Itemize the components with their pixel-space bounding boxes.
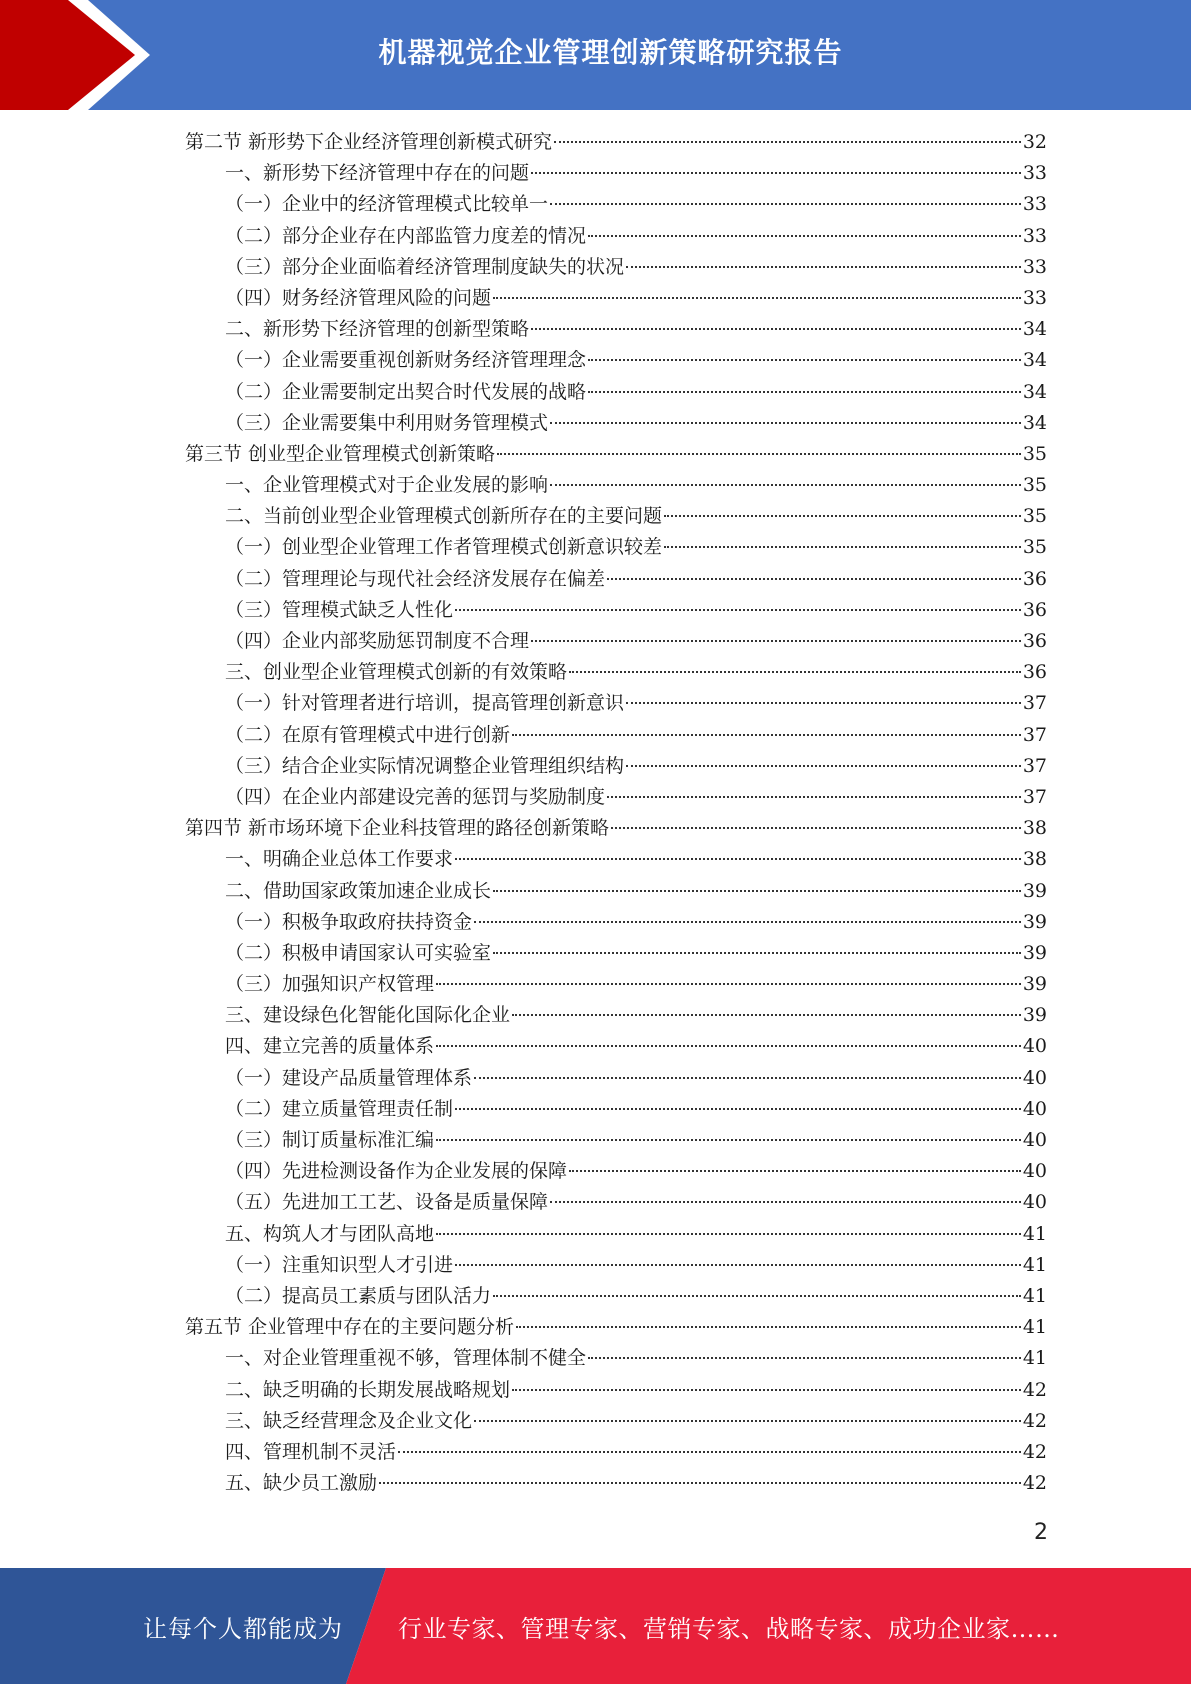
toc-entry-title: （一）注重知识型人才引进 (225, 1253, 454, 1276)
report-title: 机器视觉企业管理创新策略研究报告 (378, 36, 843, 69)
toc-entry-page: 35 (1022, 442, 1047, 465)
toc-entry-page: 41 (1022, 1284, 1047, 1307)
toc-entry-title: （三）结合企业实际情况调整企业管理组织结构 (225, 754, 625, 777)
toc-entry[interactable] (185, 938, 1047, 969)
toc-entry-title: 二、缺乏明确的长期发展战略规划 (225, 1378, 511, 1401)
toc-leader-dots (493, 296, 1021, 299)
toc-entry[interactable] (185, 127, 1047, 158)
toc-entry[interactable] (185, 1312, 1047, 1343)
footer-slogan-right: 行业专家、管理专家、营销专家、战略专家、成功企业家…… (398, 1614, 1060, 1643)
toc-entry-page: 33 (1022, 255, 1047, 278)
toc-entry-page: 40 (1022, 1097, 1047, 1120)
toc-entry[interactable] (185, 1406, 1047, 1437)
page-header (0, 0, 1191, 110)
toc-entry-page: 36 (1022, 598, 1047, 621)
toc-entry-page: 35 (1022, 536, 1047, 559)
toc-leader-dots (455, 608, 1021, 611)
toc-entry[interactable] (185, 626, 1047, 657)
toc-entry-title: 一、对企业管理重视不够，管理体制不健全 (225, 1347, 587, 1370)
toc-entry-page: 39 (1022, 910, 1047, 933)
toc-entry-page: 39 (1022, 1004, 1047, 1027)
toc-entry-page: 39 (1022, 879, 1047, 902)
toc-entry[interactable] (185, 221, 1047, 252)
toc-entry-title: （二）管理理论与现代社会经济发展存在偏差 (225, 567, 606, 590)
toc-entry-page: 35 (1022, 505, 1047, 528)
toc-leader-dots (588, 1356, 1021, 1359)
toc-entry[interactable] (185, 844, 1047, 875)
toc-leader-dots (512, 1388, 1021, 1391)
toc-entry-title: （四）先进检测设备作为企业发展的保障 (225, 1160, 568, 1183)
toc-entry-title: （三）企业需要集中利用财务管理模式 (225, 411, 549, 434)
toc-entry[interactable] (185, 189, 1047, 220)
toc-entry-title: （一）创业型企业管理工作者管理模式创新意识较差 (225, 536, 663, 559)
toc-entry[interactable] (185, 1187, 1047, 1218)
table-of-contents (185, 127, 1047, 1499)
toc-leader-dots (588, 390, 1021, 393)
toc-entry[interactable] (185, 782, 1047, 813)
toc-entry-title: （四）企业内部奖励惩罚制度不合理 (225, 630, 530, 652)
toc-entry-title: （五）先进加工工艺、设备是质量保障 (225, 1191, 549, 1214)
toc-leader-dots (531, 327, 1021, 330)
toc-entry-title: （一）针对管理者进行培训，提高管理创新意识 (225, 692, 625, 715)
toc-leader-dots (493, 951, 1021, 954)
toc-entry-page: 33 (1022, 162, 1047, 185)
toc-entry-title: （二）在原有管理模式中进行创新 (225, 723, 511, 746)
toc-entry[interactable] (185, 751, 1047, 782)
toc-entry-title: 二、新形势下经济管理的创新型策略 (225, 318, 530, 341)
toc-leader-dots (455, 1263, 1021, 1266)
toc-leader-dots (531, 639, 1021, 642)
toc-leader-dots (512, 1013, 1021, 1016)
toc-entry[interactable] (185, 1468, 1047, 1499)
toc-leader-dots (436, 1232, 1021, 1235)
toc-entry-page: 37 (1022, 754, 1047, 777)
toc-entry-page: 40 (1022, 1035, 1047, 1058)
toc-leader-dots (493, 1294, 1021, 1297)
toc-entry-page: 42 (1022, 1472, 1047, 1495)
toc-entry-page: 41 (1022, 1316, 1047, 1339)
toc-leader-dots (516, 1325, 1021, 1328)
toc-leader-dots (607, 577, 1021, 580)
toc-entry-page: 39 (1022, 941, 1047, 964)
toc-entry-title: （一）企业需要重视创新财务经济管理理念 (225, 349, 587, 372)
toc-entry-page: 36 (1022, 567, 1047, 590)
toc-entry[interactable] (185, 439, 1047, 470)
toc-entry[interactable] (185, 314, 1047, 345)
page-footer (0, 1568, 1191, 1684)
toc-entry-page: 42 (1022, 1378, 1047, 1401)
toc-entry-title: （四）财务经济管理风险的问题 (225, 286, 492, 309)
toc-leader-dots (493, 889, 1021, 892)
toc-entry-page: 32 (1022, 131, 1047, 153)
toc-entry-title: （三）部分企业面临着经济管理制度缺失的状况 (225, 255, 625, 278)
toc-entry-title: 第二节 新形势下企业经济管理创新模式研究 (185, 131, 553, 153)
toc-entry-title: 三、缺乏经营理念及企业文化 (225, 1409, 473, 1432)
toc-leader-dots (550, 421, 1021, 424)
toc-entry[interactable] (185, 1000, 1047, 1031)
toc-entry-page: 36 (1022, 661, 1047, 684)
toc-entry[interactable] (185, 657, 1047, 688)
toc-leader-dots (436, 1044, 1021, 1047)
toc-entry-page: 36 (1022, 630, 1047, 652)
toc-entry[interactable] (185, 1156, 1047, 1187)
toc-leader-dots (664, 514, 1021, 517)
toc-entry-page: 35 (1022, 474, 1047, 497)
toc-entry-page: 37 (1022, 692, 1047, 715)
toc-leader-dots (626, 701, 1021, 704)
toc-entry-page: 40 (1022, 1129, 1047, 1151)
toc-entry[interactable] (185, 688, 1047, 719)
toc-entry-title: 二、借助国家政策加速企业成长 (225, 879, 492, 902)
toc-entry-title: 一、企业管理模式对于企业发展的影响 (225, 474, 549, 497)
toc-entry-page: 41 (1022, 1253, 1047, 1276)
toc-leader-dots (436, 982, 1021, 985)
toc-entry-title: 第四节 新市场环境下企业科技管理的路径创新策略 (185, 817, 610, 840)
toc-entry[interactable] (185, 252, 1047, 283)
toc-entry-title: 一、新形势下经济管理中存在的问题 (225, 162, 530, 185)
toc-leader-dots (474, 1076, 1021, 1079)
toc-leader-dots (497, 452, 1021, 455)
toc-entry-page: 40 (1022, 1160, 1047, 1183)
toc-entry-page: 42 (1022, 1409, 1047, 1432)
toc-entry-page: 37 (1022, 785, 1047, 808)
toc-entry-title: （三）管理模式缺乏人性化 (225, 598, 454, 621)
toc-entry-title: （二）积极申请国家认可实验室 (225, 941, 492, 964)
toc-entry[interactable] (185, 532, 1047, 563)
toc-entry-title: （二）企业需要制定出契合时代发展的战略 (225, 380, 587, 403)
toc-leader-dots (569, 670, 1021, 673)
toc-entry-page: 42 (1022, 1440, 1047, 1463)
toc-entry-title: （一）积极争取政府扶持资金 (225, 910, 473, 933)
toc-leader-dots (550, 483, 1021, 486)
toc-leader-dots (588, 234, 1021, 237)
toc-entry-page: 38 (1022, 848, 1047, 871)
toc-entry[interactable] (185, 1437, 1047, 1468)
toc-entry[interactable] (185, 158, 1047, 189)
toc-entry[interactable] (185, 1375, 1047, 1406)
toc-entry-title: （二）提高员工素质与团队活力 (225, 1284, 492, 1307)
toc-entry[interactable] (185, 1281, 1047, 1312)
toc-entry[interactable] (185, 1031, 1047, 1062)
toc-entry-title: 五、缺少员工激励 (225, 1472, 378, 1495)
toc-entry[interactable] (185, 564, 1047, 595)
toc-entry[interactable] (185, 969, 1047, 1000)
toc-entry-title: 一、明确企业总体工作要求 (225, 848, 454, 871)
toc-entry-page: 40 (1022, 1066, 1047, 1089)
toc-entry-title: （三）制订质量标准汇编 (225, 1129, 435, 1151)
toc-entry-title: （一）建设产品质量管理体系 (225, 1066, 473, 1089)
toc-entry-title: （一）企业中的经济管理模式比较单一 (225, 193, 549, 216)
toc-leader-dots (569, 1169, 1021, 1172)
toc-entry-page: 33 (1022, 286, 1047, 309)
toc-entry-title: 二、当前创业型企业管理模式创新所存在的主要问题 (225, 505, 663, 528)
toc-leader-dots (550, 1200, 1021, 1203)
toc-entry-page: 40 (1022, 1191, 1047, 1214)
toc-leader-dots (379, 1481, 1021, 1484)
footer-slogan-left: 让每个人都能成为 (143, 1614, 343, 1643)
toc-entry[interactable] (185, 1063, 1047, 1094)
toc-entry-title: 第三节 创业型企业管理模式创新策略 (185, 442, 496, 465)
toc-leader-dots (455, 1107, 1021, 1110)
toc-entry[interactable] (185, 283, 1047, 314)
toc-leader-dots (474, 1419, 1021, 1422)
toc-entry-title: 四、建立完善的质量体系 (225, 1035, 435, 1058)
toc-entry-title: （三）加强知识产权管理 (225, 973, 435, 996)
toc-entry[interactable] (185, 1219, 1047, 1250)
toc-entry-title: （二）部分企业存在内部监管力度差的情况 (225, 224, 587, 247)
toc-entry[interactable] (185, 408, 1047, 439)
toc-entry-title: 三、创业型企业管理模式创新的有效策略 (225, 661, 568, 684)
toc-leader-dots (474, 920, 1021, 923)
toc-leader-dots (531, 171, 1021, 174)
toc-leader-dots (512, 733, 1021, 736)
toc-entry[interactable] (185, 1250, 1047, 1281)
toc-entry-page: 34 (1022, 318, 1047, 341)
toc-entry-title: 第五节 企业管理中存在的主要问题分析 (185, 1316, 515, 1339)
toc-leader-dots (398, 1450, 1021, 1453)
toc-entry-page: 33 (1022, 224, 1047, 247)
toc-leader-dots (611, 826, 1021, 829)
toc-entry-title: （四）在企业内部建设完善的惩罚与奖励制度 (225, 785, 606, 808)
toc-entry[interactable] (185, 813, 1047, 844)
toc-leader-dots (626, 764, 1021, 767)
toc-leader-dots (664, 545, 1021, 548)
toc-leader-dots (626, 265, 1021, 268)
toc-leader-dots (588, 358, 1021, 361)
toc-entry[interactable] (185, 595, 1047, 626)
toc-entry-page: 41 (1022, 1347, 1047, 1370)
toc-entry[interactable] (185, 501, 1047, 532)
toc-entry-page: 39 (1022, 973, 1047, 996)
toc-leader-dots (455, 857, 1021, 860)
toc-entry-page: 34 (1022, 380, 1047, 403)
toc-entry[interactable] (185, 876, 1047, 907)
toc-leader-dots (550, 202, 1021, 205)
toc-entry[interactable] (185, 1343, 1047, 1374)
toc-entry[interactable] (185, 1125, 1047, 1156)
toc-entry-title: 四、管理机制不灵活 (225, 1440, 397, 1463)
toc-entry-title: 五、构筑人才与团队高地 (225, 1222, 435, 1245)
toc-entry-title: （二）建立质量管理责任制 (225, 1097, 454, 1120)
toc-entry[interactable] (185, 720, 1047, 751)
toc-entry[interactable] (185, 377, 1047, 408)
toc-entry-page: 38 (1022, 817, 1047, 840)
toc-entry-page: 34 (1022, 349, 1047, 372)
toc-entry[interactable] (185, 1094, 1047, 1125)
toc-entry[interactable] (185, 907, 1047, 938)
toc-entry[interactable] (185, 470, 1047, 501)
toc-leader-dots (436, 1138, 1021, 1141)
toc-entry-page: 37 (1022, 723, 1047, 746)
toc-leader-dots (607, 795, 1021, 798)
toc-entry-title: 三、建设绿色化智能化国际化企业 (225, 1004, 511, 1027)
toc-entry-page: 34 (1022, 411, 1047, 434)
toc-entry-page: 33 (1022, 193, 1047, 216)
toc-leader-dots (554, 140, 1021, 143)
toc-entry-page: 41 (1022, 1222, 1047, 1245)
page-number: 2 (1034, 1520, 1048, 1545)
toc-entry[interactable] (185, 345, 1047, 376)
